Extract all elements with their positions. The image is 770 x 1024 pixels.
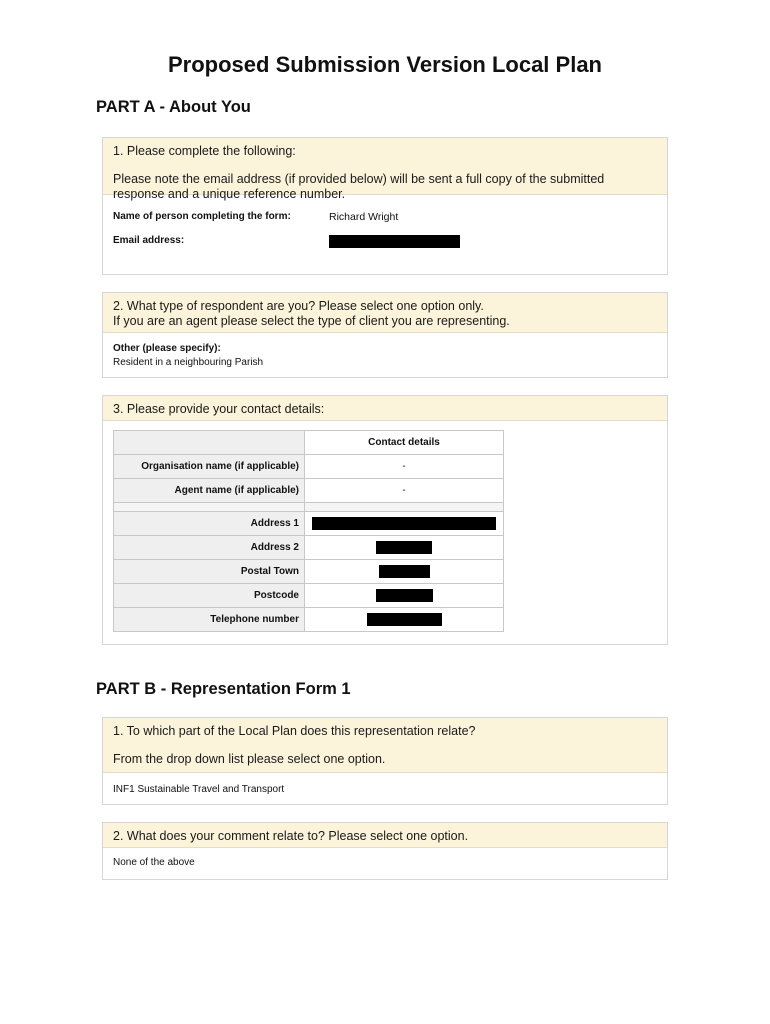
address1-redacted	[312, 517, 496, 530]
b-q1-answer: INF1 Sustainable Travel and Transport	[113, 784, 285, 795]
postal-town-redacted	[379, 565, 430, 578]
table-spacer	[114, 503, 504, 512]
part-a-q2-panel	[102, 292, 668, 378]
row-value: -	[305, 479, 504, 503]
email-redacted	[329, 235, 460, 248]
row-label: Telephone number	[114, 608, 305, 632]
part-b-q2-panel	[102, 822, 668, 880]
q2-answer-value: Resident in a neighbouring Parish	[113, 357, 264, 368]
q2-heading-line1: 2. What type of respondent are you? Please select one option only.	[113, 299, 484, 313]
name-value: Richard Wright	[329, 211, 399, 223]
table-row	[114, 536, 504, 560]
part-a-q3-panel	[102, 395, 668, 645]
row-value-redacted	[305, 584, 504, 608]
q2-answer-label: Other (please specify):	[113, 343, 221, 354]
postcode-redacted	[376, 589, 433, 602]
b-q2-header	[103, 823, 667, 848]
row-label: Postcode	[114, 584, 305, 608]
table-row	[114, 560, 504, 584]
q2-header	[103, 293, 667, 333]
address2-redacted	[376, 541, 432, 554]
table-row	[114, 584, 504, 608]
row-value-redacted	[305, 560, 504, 584]
row-label: Organisation name (if applicable)	[114, 455, 305, 479]
table-row	[114, 512, 504, 536]
email-row	[113, 229, 657, 253]
row-label: Agent name (if applicable)	[114, 479, 305, 503]
email-label: Email address:	[113, 235, 185, 246]
b-q1-subheading: From the drop down list please select one option.	[113, 752, 386, 766]
b-q2-answer: None of the above	[113, 857, 195, 868]
telephone-redacted	[367, 613, 442, 626]
part-b-q1-panel	[102, 717, 668, 805]
part-a-q1-panel	[102, 137, 668, 275]
b-q2-heading: 2. What does your comment relate to? Please select one option.	[113, 829, 469, 843]
part-b-heading: PART B - Representation Form 1	[96, 680, 351, 698]
q2-heading-line2: If you are an agent please select the type of client you are representing.	[113, 314, 510, 328]
row-label: Address 2	[114, 536, 305, 560]
q3-heading: 3. Please provide your contact details:	[113, 402, 325, 416]
table-row	[114, 455, 504, 479]
row-value-redacted	[305, 608, 504, 632]
contact-table	[113, 430, 504, 632]
name-row	[113, 205, 657, 229]
table-row	[114, 479, 504, 503]
contact-header-row	[114, 431, 504, 455]
part-a-heading: PART A - About You	[96, 98, 251, 116]
row-value-redacted	[305, 536, 504, 560]
b-q1-heading: 1. To which part of the Local Plan does this representation relate?	[113, 724, 476, 738]
name-label: Name of person completing the form:	[113, 211, 291, 222]
row-label: Address 1	[114, 512, 305, 536]
q3-header	[103, 396, 667, 421]
row-value: -	[305, 455, 504, 479]
row-value-redacted	[305, 512, 504, 536]
page-title: Proposed Submission Version Local Plan	[168, 52, 602, 77]
q1-note: Please note the email address (if provided below) will be sent a full copy of the submitted response and a unique reference number.	[113, 172, 605, 201]
table-row	[114, 608, 504, 632]
b-q1-header	[103, 718, 667, 773]
q1-heading: 1. Please complete the following:	[113, 144, 296, 158]
q1-header	[103, 138, 667, 201]
row-label: Postal Town	[114, 560, 305, 584]
contact-column-header: Contact details	[305, 431, 504, 455]
